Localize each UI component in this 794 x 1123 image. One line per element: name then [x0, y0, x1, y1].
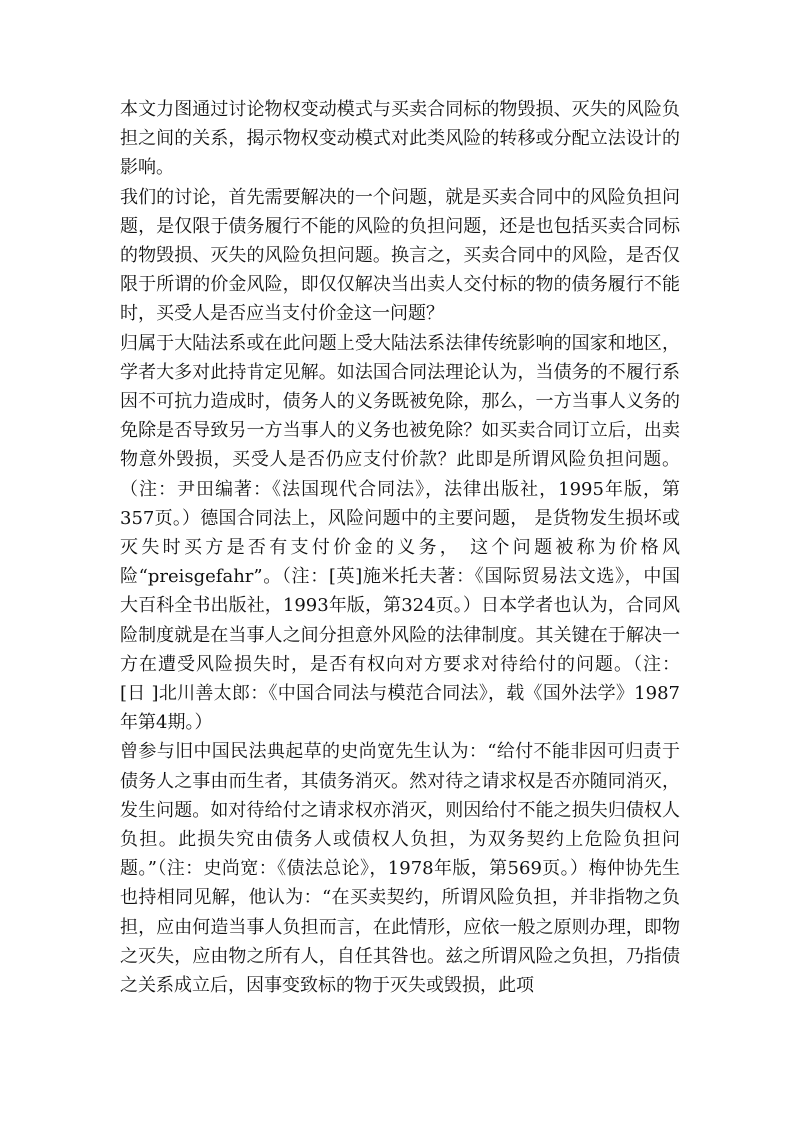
- paragraph-chinese-scholars: 曾参与旧中国民法典起草的史尚宽先生认为：“给付不能非因可归责于债务人之事由而生者，其债务消灭。然对待之请求权是否亦随同消灭，发生问题。如对待给付之请求权亦消灭，则因给付不能之损失归债权人负担。此损失究由债务人或债权人负担，为双务契约上危险负担问题。”（注：史尚宽：《债法总论》，1978年版，第569页。）梅仲协先生也持相同见解，他认为：“在买卖契约，所谓风险负担，并非指物之负担，应由何造当事人负担而言，在此情形，应依一般之原则办理，即物之灭失，应由物之所有人，自任其咎也。兹之所谓风险之负担，乃指债之关系成立后，因事变致标的物于灭失或毁损，此项: [120, 741, 680, 997]
- paragraph-risk-question: 我们的讨论，首先需要解决的一个问题，就是买卖合同中的风险负担问题，是仅限于债务履行不能的风险的负担问题，还是也包括买卖合同标的物毁损、灭失的风险负担问题。换言之，买卖合同中的风险，是否仅限于所谓的价金风险，即仅仅解决当出卖人交付标的物的债务履行不能时，买受人是否应当支付价金这一问题？: [120, 186, 680, 325]
- paragraph-civil-law-views: 归属于大陆法系或在此问题上受大陆法系法律传统影响的国家和地区，学者大多对此持肯定见解。如法国合同法理论认为，当债务的不履行系因不可抗力造成时，债务人的义务既被免除，那么，一方当事人义务的免除是否导致另一方当事人的义务也被免除？如买卖合同订立后，出卖物意外毁损，买受人是否仍应支付价款？此即是所谓风险负担问题。（注：尹田编著：《法国现代合同法》，法律出版社，1995年版，第357页。）德国合同法上，风险问题中的主要问题， 是货物发生损坏或灭失时买方是否有支付价金的义务， 这个问题被称为价格风险“preisgefahr”。（注：[英]施米托夫著：《国际贸易法文选》，中国大百科全书出版社，1993年版，第324页。）日本学者也认为，合同风险制度就是在当事人之间分担意外风险的法律制度。其关键在于解决一方在遭受风险损失时，是否有权向对方要求对待给付的问题。（注： [日 ]北川善太郎：《中国合同法与模范合同法》，载《国外法学》1987年第4期。）: [120, 332, 680, 734]
- paragraph-intro: 本文力图通过讨论物权变动模式与买卖合同标的物毁损、灭失的风险负担之间的关系，揭示物权变动模式对此类风险的转移或分配立法设计的影响。: [120, 99, 680, 179]
- document-body: [120, 95, 680, 1000]
